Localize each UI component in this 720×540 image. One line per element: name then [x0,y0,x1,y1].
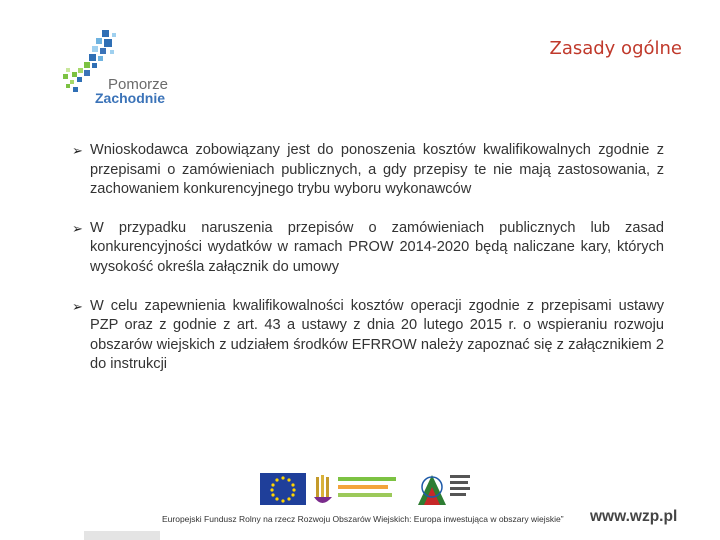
logo-text-line1: Pomorze [108,76,169,93]
bullet-item [72,141,664,200]
arrow-bullet-icon: ➢ [72,143,83,158]
website-link[interactable]: www.wzp.pl [590,508,678,525]
logo-text-line2: Zachodnie [95,90,166,106]
bullet-text: W przypadku naruszenia przepisów o zamówieniach publicznych lub zasad konkurencyjności wydatków w ramach PROW 2014-2020 będą naliczane kary, których wysokość określa załącznik do umowy [90,219,664,275]
footer-logos [258,465,548,515]
prow-logo-icon [418,475,470,505]
bullet-text: Wnioskodawca zobowiązany jest do ponoszenia kosztów kwalifikowalnych zgodnie z przepisami o zamówieniach publicznych, a gdy przepisy te nie mają zastosowania, z zachowaniem konkurencyjnego trybu wyboru wykonawców [90,142,664,198]
arrow-bullet-icon: ➢ [72,298,83,314]
bullet-item [72,219,664,278]
footer-bar [84,531,160,540]
bullet-list [72,141,664,394]
slide-title: Zasady ogólne [549,38,682,59]
eu-flag-icon [260,473,306,505]
eu-fund-note: Europejski Fundusz Rolny na rzecz Rozwoju Obszarów Wiejskich: Europa inwestująca w obszary wiejskie” [162,514,564,524]
bullet-item [72,297,664,375]
bullet-text: W celu zapewnienia kwalifikowalności kosztów operacji zgodnie z przepisami ustawy PZP oraz z godnie z art. 43 a ustawy z dnia 20 lutego 2015 r. o wspieraniu rozwoju obszarów wiejskich z udziałem środków EFRROW należy zapoznać się z załącznikiem 2 do instrukcji [90,297,664,373]
leader-logo-icon [312,469,400,511]
arrow-bullet-icon: ➢ [72,220,83,236]
